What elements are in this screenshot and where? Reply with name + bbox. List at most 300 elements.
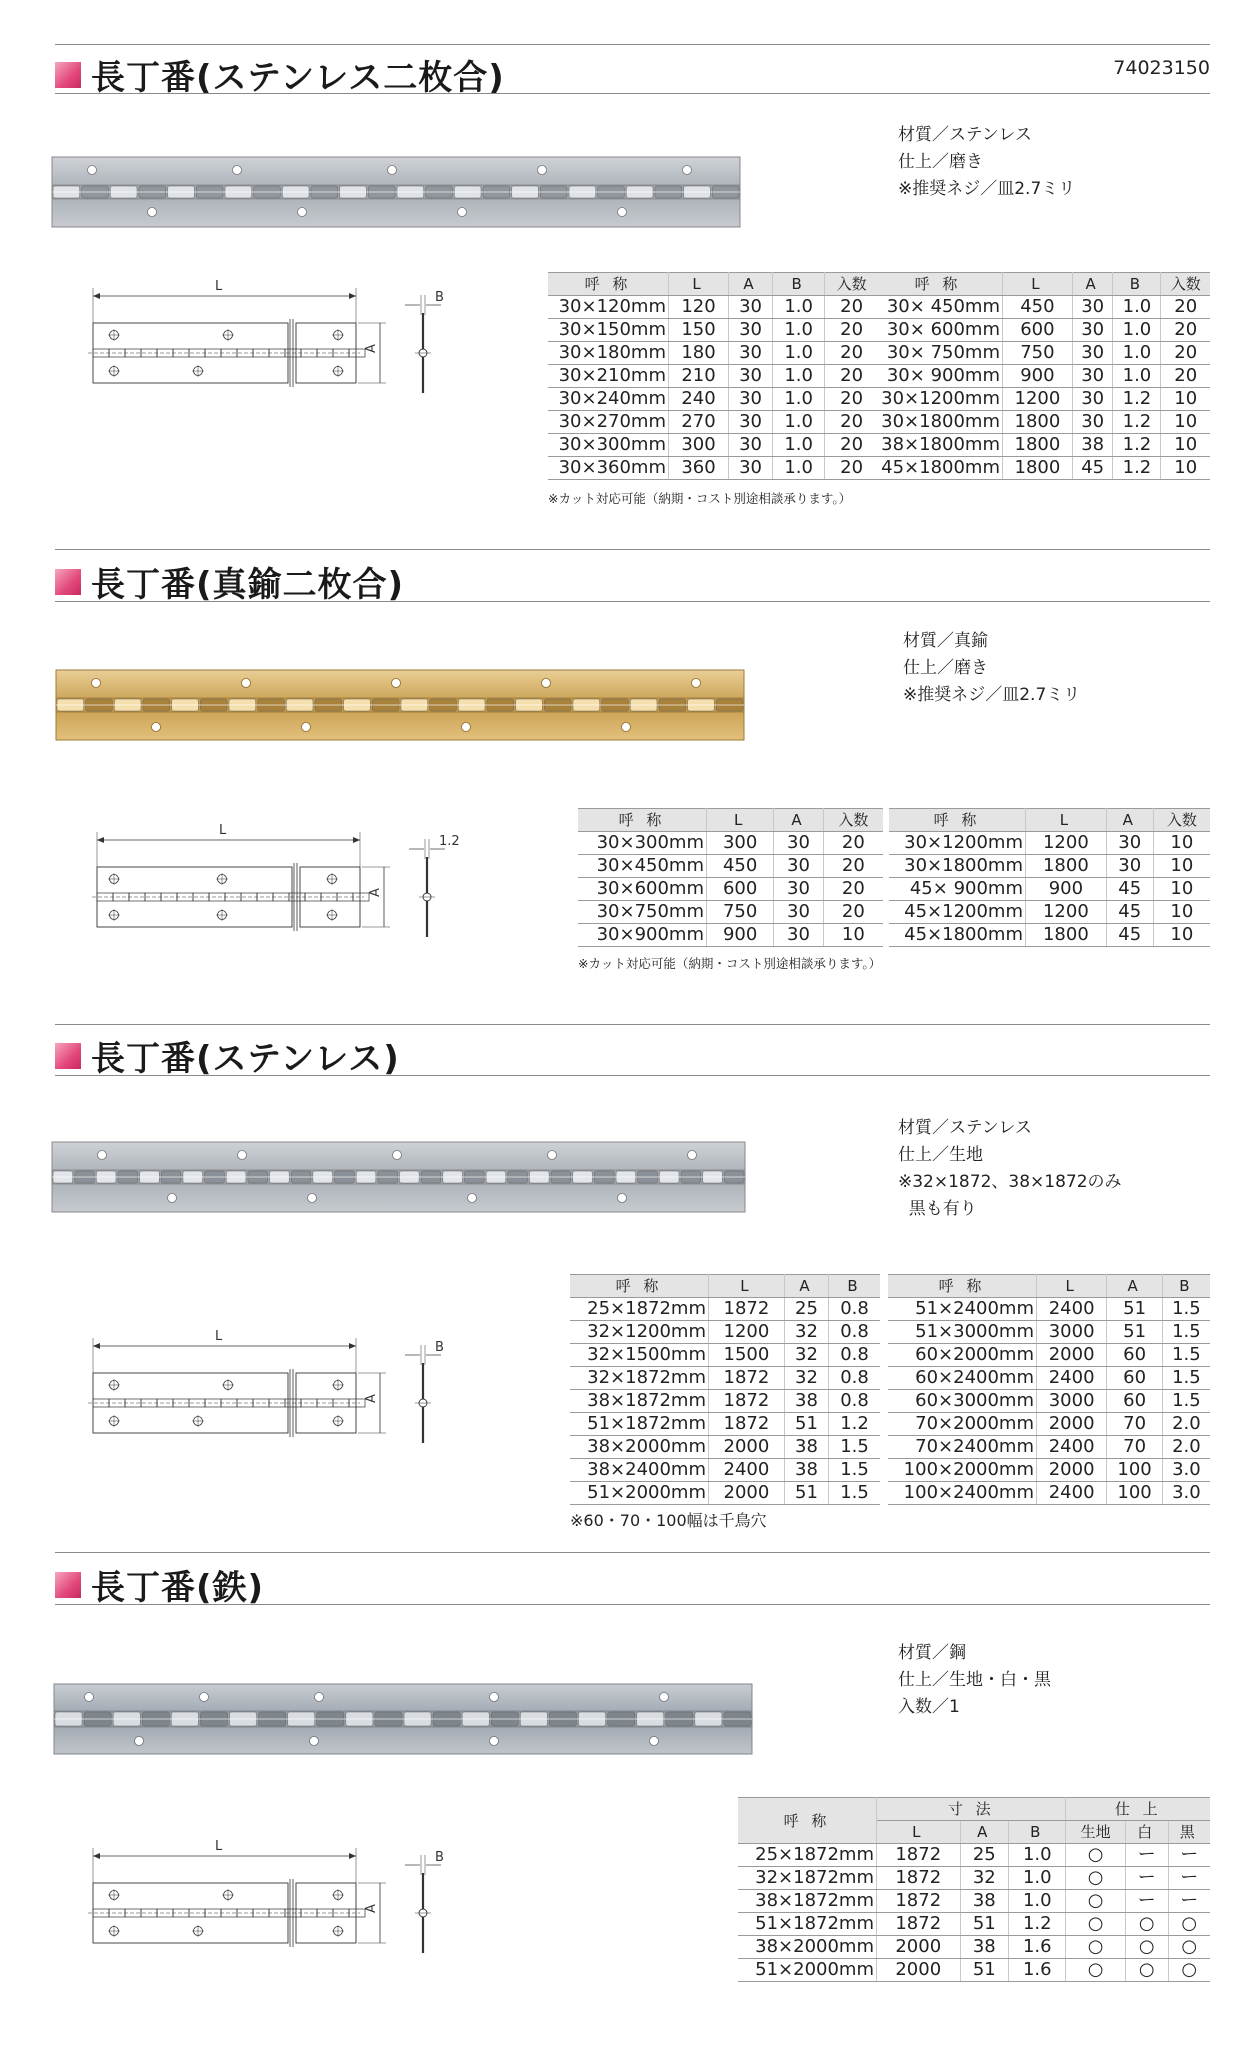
size-cell: 30× 450mm: [874, 296, 1003, 319]
value-cell: 270: [669, 411, 729, 434]
value-cell: 1872: [709, 1390, 785, 1413]
value-cell: ○: [1168, 1959, 1210, 1982]
value-cell: 30: [1072, 319, 1113, 342]
dim-b-label: B: [435, 1850, 444, 1865]
value-cell: 2400: [1037, 1482, 1107, 1505]
table-row: [888, 1390, 1210, 1413]
table-row: [548, 411, 878, 434]
table-row: [874, 365, 1210, 388]
table-row: [548, 434, 878, 457]
value-cell: 1.5: [1162, 1321, 1210, 1344]
value-cell: ○: [1125, 1913, 1168, 1936]
value-cell: 1.2: [829, 1413, 880, 1436]
value-cell: 30: [728, 434, 772, 457]
size-cell: 30× 900mm: [874, 365, 1003, 388]
value-cell: 120: [669, 296, 729, 319]
section-rule: [55, 601, 1210, 602]
value-cell: 1200: [1026, 832, 1107, 855]
dim-b-label: B: [435, 290, 444, 305]
value-cell: 51: [784, 1482, 828, 1505]
table-row: [874, 319, 1210, 342]
value-cell: 20: [825, 319, 878, 342]
hinge-photo-stainless: [52, 1140, 747, 1215]
dim-a-label: A: [364, 344, 379, 353]
table-row: [888, 1459, 1210, 1482]
value-cell: 1872: [709, 1413, 785, 1436]
table-row: [874, 388, 1210, 411]
value-cell: 10: [1161, 457, 1210, 480]
value-cell: 2400: [1037, 1367, 1107, 1390]
table-row: [874, 296, 1210, 319]
value-cell: ○: [1168, 1936, 1210, 1959]
value-cell: 600: [707, 878, 774, 901]
value-cell: 20: [823, 901, 883, 924]
table-row: [548, 365, 878, 388]
table-row: [570, 1390, 880, 1413]
value-cell: 1800: [1026, 855, 1107, 878]
value-cell: 1.5: [1162, 1367, 1210, 1390]
table-row: [570, 1321, 880, 1344]
value-cell: 51: [960, 1959, 1009, 1982]
size-cell: 51×3000mm: [888, 1321, 1037, 1344]
table-row: [570, 1298, 880, 1321]
value-cell: 2000: [1037, 1413, 1107, 1436]
value-cell: 1.5: [1162, 1390, 1210, 1413]
value-cell: 1.5: [829, 1482, 880, 1505]
value-cell: 1872: [709, 1298, 785, 1321]
value-cell: 10: [1153, 878, 1210, 901]
size-cell: 30×240mm: [548, 388, 669, 411]
table-row: [888, 1413, 1210, 1436]
value-cell: 600: [1003, 319, 1073, 342]
section-3-specs: 材質／ステンレス 仕上／生地 ※32×1872、38×1872のみ 黒も有り: [898, 1118, 1122, 1219]
size-cell: 38×1872mm: [570, 1390, 709, 1413]
value-cell: 20: [1161, 296, 1210, 319]
table-row: [888, 1436, 1210, 1459]
size-cell: 30×600mm: [578, 878, 707, 901]
value-cell: 38: [784, 1436, 828, 1459]
value-cell: 32: [784, 1321, 828, 1344]
value-cell: 10: [1153, 855, 1210, 878]
value-cell: 3000: [1037, 1321, 1107, 1344]
table-row: [570, 1482, 880, 1505]
value-cell: 0.8: [829, 1390, 880, 1413]
value-cell: 20: [825, 296, 878, 319]
size-cell: 30×1800mm: [874, 411, 1003, 434]
size-cell: 60×2400mm: [888, 1367, 1037, 1390]
value-cell: 30: [774, 924, 823, 947]
hinge-diagram-4: [88, 1838, 508, 1958]
value-cell: 30: [728, 365, 772, 388]
value-cell: ー: [1125, 1867, 1168, 1890]
size-cell: 38×1800mm: [874, 434, 1003, 457]
section-1-title: 長丁番(ステンレス二枚合): [55, 50, 505, 99]
value-cell: 45: [1106, 924, 1153, 947]
size-cell: 100×2400mm: [888, 1482, 1037, 1505]
dim-l-label: L: [215, 1839, 223, 1854]
size-cell: 30×1800mm: [889, 855, 1026, 878]
value-cell: 210: [669, 365, 729, 388]
size-cell: 30×300mm: [578, 832, 707, 855]
value-cell: 900: [1026, 878, 1107, 901]
section-2-specs: 材質／真鍮 仕上／磨き ※推奨ネジ／皿2.7ミリ: [903, 631, 1081, 705]
value-cell: 70: [1107, 1413, 1163, 1436]
section-3-note: ※60・70・100幅は千鳥穴: [570, 1511, 767, 1530]
value-cell: 45: [1072, 457, 1113, 480]
spec-table-3-left: 呼 称 L A B 25×1872mm 1872 25 0.8 32×1200mm 1200 32 0.8 32×1500mm 1500 32 0.8 32×1872mm 1872 32 0.8 38×1872mm 1872 38 0.8 51×1872mm 1872 51 1.2 38×2000mm 2000 38 1.5 38×2400mm 2400 38 1.5 51×2000mm 2000 51 1.5: [570, 1274, 880, 1505]
value-cell: 0.8: [829, 1367, 880, 1390]
title-marker-icon: [55, 569, 81, 595]
size-cell: 51×1872mm: [738, 1913, 877, 1936]
size-cell: 30×270mm: [548, 411, 669, 434]
table-row: [738, 1844, 1210, 1867]
dim-a-label: A: [364, 1904, 379, 1913]
table-row: [888, 1482, 1210, 1505]
section-1-specs: 材質／ステンレス 仕上／磨き ※推奨ネジ／皿2.7ミリ: [898, 125, 1076, 199]
value-cell: 30: [1072, 296, 1113, 319]
value-cell: ー: [1168, 1844, 1210, 1867]
value-cell: ○: [1066, 1844, 1125, 1867]
table-row: [548, 388, 878, 411]
size-cell: 25×1872mm: [738, 1844, 877, 1867]
value-cell: 60: [1107, 1390, 1163, 1413]
value-cell: 1.0: [773, 365, 825, 388]
value-cell: ○: [1168, 1913, 1210, 1936]
value-cell: 1.0: [773, 342, 825, 365]
value-cell: 38: [784, 1459, 828, 1482]
size-cell: 30× 600mm: [874, 319, 1003, 342]
value-cell: 1800: [1003, 411, 1073, 434]
dim-l-label: L: [219, 823, 227, 838]
value-cell: 20: [825, 388, 878, 411]
size-cell: 30×1200mm: [889, 832, 1026, 855]
value-cell: 1.0: [1009, 1867, 1066, 1890]
value-cell: 25: [784, 1298, 828, 1321]
section-3-title: 長丁番(ステンレス): [55, 1031, 400, 1080]
section-top-rule: [55, 44, 1210, 45]
table-row: [874, 342, 1210, 365]
spec-table-4: 呼 称 寸 法 仕 上 L A B 生地 白 黒 25×1872mm 1872 25 1.0 ○ ー ー 32×1872mm 1872 32 1.0 ○ ー ー 38×1872mm 1872 38 1.0 ○ ー ー 51×1872mm 1872 51 1.2 ○ ○ ○ 38×2000mm 2000 38 1.6 ○ ○ ○ 51×2000mm 2000 51 1.6 ○ ○ ○: [738, 1797, 1210, 1982]
size-cell: 51×2400mm: [888, 1298, 1037, 1321]
value-cell: 30: [1072, 411, 1113, 434]
section-2-note: ※カット対応可能（納期・コスト別途相談承ります。）: [578, 956, 882, 971]
value-cell: 1.0: [773, 434, 825, 457]
table-row: [570, 1459, 880, 1482]
size-cell: 25×1872mm: [570, 1298, 709, 1321]
value-cell: 30: [728, 411, 772, 434]
value-cell: 1.5: [1162, 1344, 1210, 1367]
value-cell: 45: [1106, 878, 1153, 901]
value-cell: 30: [774, 832, 823, 855]
value-cell: 2000: [877, 1959, 961, 1982]
section-top-rule: [55, 1024, 1210, 1025]
value-cell: 20: [825, 411, 878, 434]
size-cell: 32×1500mm: [570, 1344, 709, 1367]
value-cell: 20: [823, 832, 883, 855]
table-row: [738, 1936, 1210, 1959]
section-top-rule: [55, 1552, 1210, 1553]
value-cell: 1872: [877, 1913, 961, 1936]
value-cell: 20: [823, 855, 883, 878]
section-4-specs: 材質／鋼 仕上／生地・白・黒 入数／1: [898, 1643, 1051, 1717]
value-cell: ー: [1168, 1890, 1210, 1913]
table-row: [548, 342, 878, 365]
size-cell: 30×300mm: [548, 434, 669, 457]
value-cell: 51: [1107, 1321, 1163, 1344]
value-cell: 3.0: [1162, 1482, 1210, 1505]
size-cell: 38×2000mm: [738, 1936, 877, 1959]
table-row: [889, 901, 1210, 924]
value-cell: ○: [1125, 1959, 1168, 1982]
title-marker-icon: [55, 62, 81, 88]
size-cell: 60×2000mm: [888, 1344, 1037, 1367]
size-cell: 100×2000mm: [888, 1459, 1037, 1482]
size-cell: 30×180mm: [548, 342, 669, 365]
value-cell: 30: [728, 457, 772, 480]
value-cell: 20: [823, 878, 883, 901]
value-cell: 30: [1106, 832, 1153, 855]
value-cell: 30: [774, 855, 823, 878]
dim-l-label: L: [215, 1329, 223, 1344]
table-row: [578, 901, 883, 924]
value-cell: ○: [1066, 1959, 1125, 1982]
value-cell: ー: [1125, 1890, 1168, 1913]
value-cell: 1.5: [829, 1459, 880, 1482]
table-row: [548, 319, 878, 342]
value-cell: 150: [669, 319, 729, 342]
size-cell: 30×450mm: [578, 855, 707, 878]
value-cell: 38: [1072, 434, 1113, 457]
value-cell: 38: [784, 1390, 828, 1413]
table-row: [888, 1344, 1210, 1367]
value-cell: 1800: [1026, 924, 1107, 947]
value-cell: 2000: [1037, 1459, 1107, 1482]
value-cell: 30: [728, 342, 772, 365]
value-cell: 20: [1161, 365, 1210, 388]
value-cell: 0.8: [829, 1298, 880, 1321]
value-cell: 38: [960, 1890, 1009, 1913]
size-cell: 32×1872mm: [570, 1367, 709, 1390]
value-cell: 32: [784, 1367, 828, 1390]
table-row: [570, 1413, 880, 1436]
value-cell: 1.2: [1113, 388, 1161, 411]
table-row: [874, 457, 1210, 480]
value-cell: 2400: [709, 1459, 785, 1482]
value-cell: 180: [669, 342, 729, 365]
value-cell: 1.0: [773, 319, 825, 342]
value-cell: 300: [669, 434, 729, 457]
value-cell: 30: [774, 901, 823, 924]
table-row: [738, 1913, 1210, 1936]
value-cell: 450: [707, 855, 774, 878]
table-row: [570, 1436, 880, 1459]
value-cell: 10: [1153, 832, 1210, 855]
value-cell: 10: [823, 924, 883, 947]
table-row: [548, 296, 878, 319]
value-cell: 0.8: [829, 1344, 880, 1367]
value-cell: 2400: [1037, 1298, 1107, 1321]
size-cell: 70×2000mm: [888, 1413, 1037, 1436]
size-cell: 30×150mm: [548, 319, 669, 342]
value-cell: 32: [960, 1867, 1009, 1890]
table-row: [578, 924, 883, 947]
size-cell: 45×1800mm: [874, 457, 1003, 480]
dim-b-label: 1.2: [439, 834, 460, 849]
value-cell: 1.2: [1113, 434, 1161, 457]
value-cell: 20: [1161, 319, 1210, 342]
size-cell: 30×750mm: [578, 901, 707, 924]
value-cell: 1.0: [1009, 1844, 1066, 1867]
hinge-diagram-1: [88, 278, 508, 398]
table-row: [578, 855, 883, 878]
size-cell: 38×2000mm: [570, 1436, 709, 1459]
value-cell: 10: [1161, 411, 1210, 434]
value-cell: 1200: [1026, 901, 1107, 924]
dim-l-label: L: [215, 279, 223, 294]
value-cell: 1872: [877, 1844, 961, 1867]
spec-table-2-left: 呼 称 L A 入数 30×300mm 300 30 20 30×450mm 450 30 20 30×600mm 600 30 20 30×750mm 750 30 20 30×900mm 900 30 10: [578, 808, 883, 947]
value-cell: 2000: [709, 1482, 785, 1505]
value-cell: 1.0: [1009, 1890, 1066, 1913]
value-cell: 1.0: [1113, 319, 1161, 342]
value-cell: 20: [825, 434, 878, 457]
table-row: [888, 1298, 1210, 1321]
value-cell: 1.0: [773, 411, 825, 434]
value-cell: 60: [1107, 1367, 1163, 1390]
value-cell: 1.5: [1162, 1298, 1210, 1321]
table-row: [570, 1344, 880, 1367]
value-cell: 1.0: [773, 388, 825, 411]
hinge-photo-brass: [56, 668, 746, 743]
value-cell: 32: [784, 1344, 828, 1367]
value-cell: 2000: [709, 1436, 785, 1459]
table-row: [874, 434, 1210, 457]
table-row: [889, 924, 1210, 947]
value-cell: 20: [1161, 342, 1210, 365]
value-cell: 30: [774, 878, 823, 901]
title-marker-icon: [55, 1043, 81, 1069]
value-cell: 100: [1107, 1482, 1163, 1505]
value-cell: 1.6: [1009, 1959, 1066, 1982]
value-cell: 1872: [877, 1867, 961, 1890]
size-cell: 51×2000mm: [570, 1482, 709, 1505]
value-cell: ○: [1066, 1867, 1125, 1890]
value-cell: 51: [960, 1913, 1009, 1936]
value-cell: 10: [1153, 901, 1210, 924]
value-cell: 1.0: [773, 296, 825, 319]
value-cell: 1.2: [1009, 1913, 1066, 1936]
size-cell: 45× 900mm: [889, 878, 1026, 901]
value-cell: 1800: [1003, 457, 1073, 480]
value-cell: 30: [728, 388, 772, 411]
section-4-title: 長丁番(鉄): [55, 1560, 264, 1609]
size-cell: 30×120mm: [548, 296, 669, 319]
value-cell: 3000: [1037, 1390, 1107, 1413]
value-cell: 10: [1153, 924, 1210, 947]
value-cell: 51: [784, 1413, 828, 1436]
size-cell: 30× 750mm: [874, 342, 1003, 365]
table-row: [888, 1321, 1210, 1344]
value-cell: ○: [1066, 1936, 1125, 1959]
table-row: [578, 878, 883, 901]
value-cell: 30: [1072, 342, 1113, 365]
value-cell: 1.5: [829, 1436, 880, 1459]
size-cell: 30×210mm: [548, 365, 669, 388]
size-cell: 60×3000mm: [888, 1390, 1037, 1413]
value-cell: 60: [1107, 1344, 1163, 1367]
size-cell: 32×1872mm: [738, 1867, 877, 1890]
value-cell: 10: [1161, 388, 1210, 411]
table-row: [548, 457, 878, 480]
value-cell: 1.0: [1113, 365, 1161, 388]
value-cell: ー: [1125, 1844, 1168, 1867]
value-cell: ○: [1066, 1890, 1125, 1913]
value-cell: 30: [1072, 365, 1113, 388]
value-cell: 1500: [709, 1344, 785, 1367]
value-cell: 70: [1107, 1436, 1163, 1459]
section-top-rule: [55, 549, 1210, 550]
value-cell: 25: [960, 1844, 1009, 1867]
spec-table-1-right: 呼 称 L A B 入数 30× 450mm 450 30 1.0 20 30× 600mm 600 30 1.0 20 30× 750mm 750 30 1.0 20 30× 900mm 900 30 1.0 20 30×1200mm 1200 30 1.2 10 30×1800mm 1800 30 1.2 10 38×1800mm 1800 38 1.2 10 45×1800mm 1800 45 1.2 10: [874, 272, 1210, 480]
table-row: [874, 411, 1210, 434]
value-cell: 1800: [1003, 434, 1073, 457]
size-cell: 45×1800mm: [889, 924, 1026, 947]
value-cell: ー: [1168, 1867, 1210, 1890]
spec-table-2-right: 呼 称 L A 入数 30×1200mm 1200 30 10 30×1800mm 1800 30 10 45× 900mm 900 45 10 45×1200mm 1200 45 10 45×1800mm 1800 45 10: [889, 808, 1210, 947]
section-2-title: 長丁番(真鍮二枚合): [55, 557, 404, 606]
value-cell: 300: [707, 832, 774, 855]
value-cell: 1200: [709, 1321, 785, 1344]
table-row: [889, 878, 1210, 901]
table-row: [738, 1959, 1210, 1982]
size-cell: 38×1872mm: [738, 1890, 877, 1913]
value-cell: 1872: [877, 1890, 961, 1913]
value-cell: 750: [1003, 342, 1073, 365]
table-row: [570, 1367, 880, 1390]
dim-a-label: A: [368, 888, 383, 897]
dim-a-label: A: [364, 1394, 379, 1403]
value-cell: 20: [825, 365, 878, 388]
value-cell: 51: [1107, 1298, 1163, 1321]
value-cell: 900: [1003, 365, 1073, 388]
size-cell: 30×1200mm: [874, 388, 1003, 411]
value-cell: 1872: [709, 1367, 785, 1390]
value-cell: 2.0: [1162, 1436, 1210, 1459]
hinge-diagram-2: [92, 822, 532, 942]
value-cell: 2.0: [1162, 1413, 1210, 1436]
table-row: [578, 832, 883, 855]
value-cell: 1.2: [1113, 457, 1161, 480]
value-cell: 100: [1107, 1459, 1163, 1482]
size-cell: 45×1200mm: [889, 901, 1026, 924]
section-rule: [55, 1075, 1210, 1076]
value-cell: 1.0: [773, 457, 825, 480]
value-cell: ○: [1066, 1913, 1125, 1936]
value-cell: 1.2: [1113, 411, 1161, 434]
value-cell: 240: [669, 388, 729, 411]
spec-table-3-right: 呼 称 L A B 51×2400mm 2400 51 1.5 51×3000mm 3000 51 1.5 60×2000mm 2000 60 1.5 60×2400mm 2400 60 1.5 60×3000mm 3000 60 1.5 70×2000mm 2000 70 2.0 70×2400mm 2400 70 2.0 100×2000mm 2000 100 3.0 100×2400mm 2400 100 3.0: [888, 1274, 1210, 1505]
section-rule: [55, 1604, 1210, 1605]
title-marker-icon: [55, 1572, 81, 1598]
table-row: [889, 832, 1210, 855]
size-cell: 32×1200mm: [570, 1321, 709, 1344]
table-row: [889, 855, 1210, 878]
value-cell: 20: [825, 342, 878, 365]
dim-b-label: B: [435, 1340, 444, 1355]
value-cell: 1.0: [1113, 342, 1161, 365]
value-cell: 38: [960, 1936, 1009, 1959]
value-cell: 45: [1106, 901, 1153, 924]
